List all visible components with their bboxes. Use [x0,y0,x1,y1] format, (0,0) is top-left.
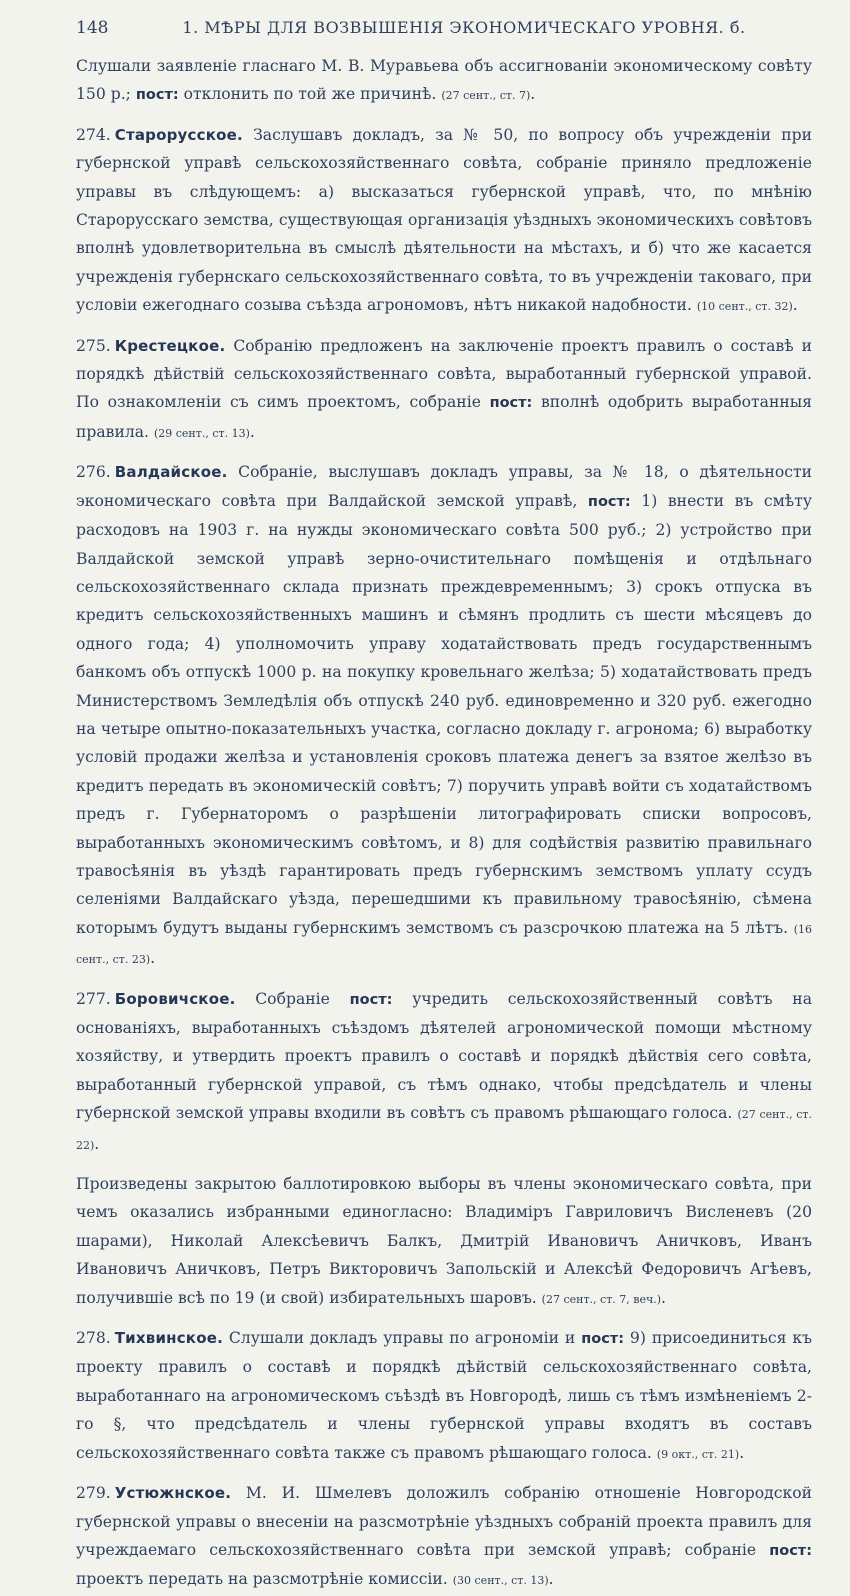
punct: . [94,1134,100,1153]
paragraph-number: 274. [76,125,111,144]
paragraph-number: 277. [76,989,111,1008]
session-reference: (27 сент., ст. 7, веч.) [541,1292,662,1306]
ruling-label: пост: [587,493,631,510]
text: М. И. Шмелевъ доложилъ собранію отношеніе Новгородской губернской управы о внесеніи на разсмотрѣніе уѣздныхъ собраній проекта правилъ для учреждаемаго сельскохозяйственнаго совѣта при земской управѣ; собраніе [76,1484,812,1559]
punct: . [530,85,536,104]
punct: . [661,1288,666,1307]
paragraph-muravyev [76,52,812,111]
session-reference: (27 сент., ст. 7) [441,89,531,103]
paragraph-number: 279. [76,1484,111,1503]
text: 1) внести въ смѣту расходовъ на 1903 г. на нужды экономическаго совѣта 500 руб.; 2) устройство при Валдайской земской управѣ зерно-очистительнаго помѣщенія и отдѣльнаго сельскохозяйственнаго склада признать преждевременнымъ; 3) срокъ отпуска въ кредитъ сельскохозяйственныхъ машинъ и сѣмянъ продлить съ шести мѣсяцевъ до одного года; 4) уполномочить управу ходатайствовать предъ государственнымъ банкомъ объ отпускѣ 1000 р. на покупку кровельнаго желѣза; 5) ходатайствовать предъ Министерствомъ Земледѣлія объ отпускѣ 240 руб. единовременно и 320 руб. ежегодно на четыре опытно-показательныхъ участка, согласно докладу г. агронома; 6) выработку условій продажи желѣза и установленія сроковъ платежа денегъ за взятое желѣзо въ кредитъ передать въ экономическій совѣтъ; 7) поручить управѣ войти съ ходатайствомъ предъ г. Губернаторомъ о разрѣшеніи литографировать списки вопросовъ, выработанныхъ экономическимъ совѣтомъ, и 8) для содѣйствія развитію правильнаго травосѣянія въ уѣздѣ гарантировать предъ губернскимъ земствомъ уплату ссудъ селеніями Валдайскаго уѣзда, перешедшими къ правильному травосѣянію, сѣмена которымъ будутъ выданы губернскимъ земствомъ съ разсрочкою платежа на 5 лѣтъ. [76,491,812,937]
paragraph-277 [76,985,812,1160]
text: учредить сельскохозяйственный совѣтъ на основаніяхъ, выработанныхъ съѣздомъ дѣятелей агрономической помощи мѣстному хозяйству, и утвердить проектъ правилъ о составѣ и порядкѣ дѣйствія сего совѣта, выработанный губернской управой, съ тѣмъ однако, чтобы предсѣдатель и члены губернской земской управы входили въ совѣтъ съ правомъ рѣшающаго голоса. [76,989,813,1123]
text: Собранію предложенъ на заключеніе проектъ правилъ о составѣ и порядкѣ дѣйствій сельскохозяйственнаго совѣта, выработанный губернской управой. По ознакомленіи съ симъ проектомъ, собраніе [76,336,812,412]
district-name: Тихвинское. [114,1329,223,1348]
session-reference: (27 сент., ст. 22) [76,1108,812,1152]
punct: . [249,422,255,441]
session-reference: (30 сент., ст. 13) [452,1574,549,1588]
ruling-label: пост: [581,1331,625,1348]
text: Заслушавъ докладъ, за № 50, по вопросу объ учрежденіи при губернской управѣ сельскохозяйственнаго совѣта, собраніе приняло предложеніе управы въ слѣдующемъ: а) высказаться губернской управѣ, что, по мнѣнію Старорусскаго земства, существующая организація уѣздныхъ экономическихъ совѣтовъ вполнѣ удовлетворительна въ смыслѣ дѣятельности на мѣстахъ, и б) что же касается учрежденія губернскаго сельскохозяйственнаго совѣта, то въ учрежденіи таковаго, при условіи ежегоднаго созыва съѣзда агрономовъ, нѣтъ никакой надобности. [76,125,812,315]
session-reference: (16 сент., ст. 23) [76,922,812,967]
paragraph-277-elections [76,1170,812,1314]
session-reference: (9 окт., ст. 21) [656,1447,740,1461]
paragraph-275 [76,332,812,449]
text: проектъ передать на разсмотрѣніе комиссіи. [76,1570,453,1589]
paragraph-278 [76,1324,812,1469]
page-number: 148 [76,18,109,38]
ruling-label: пост: [349,991,393,1008]
text: 9) присоединиться къ проекту правилъ о составѣ и порядкѣ дѣйствій сельскохозяйственнаго совѣта, выработаннаго на агрономическомъ съѣздѣ въ Новгородѣ, лишь съ тѣмъ измѣненіемъ 2-го §, что предсѣдатель и члены губернской управы входятъ въ составъ сельскохозяйственнаго совѣта также съ правомъ рѣшающаго голоса. [76,1329,812,1462]
punct: . [548,1570,554,1589]
ruling-label: пост: [769,1542,812,1559]
section-title: 1. МѢРЫ ДЛЯ ВОЗВЫШЕНІЯ ЭКОНОМИЧЕСКАГО УРОВНЯ. б. [182,18,746,37]
district-name: Крестецкое. [114,336,226,355]
district-name: Боровичское. [114,989,236,1008]
paragraph-274 [76,121,812,322]
paragraph-276 [76,458,812,974]
document-body [76,52,812,1596]
district-name: Валдайское. [114,463,228,482]
text: Собраніе, выслушавъ докладъ управы, за № 18, о дѣятельности экономическаго совѣта при Валдайской земской управѣ, [76,463,812,510]
paragraph-279 [76,1479,812,1596]
text: отклонить по той же причинѣ. [178,85,442,104]
paragraph-number: 278. [76,1329,111,1348]
punct: . [792,296,798,315]
punct: . [739,1443,745,1462]
district-name: Старорусское. [114,125,243,144]
text: Собраніе [235,989,350,1008]
paragraph-number: 276. [76,463,111,482]
running-header [76,18,812,44]
text: вполнѣ одобрить выработанныя правила. [76,393,812,441]
session-reference: (29 сент., ст. 13) [153,426,250,440]
text: Слушали докладъ управы по агрономіи и [222,1329,582,1348]
paragraph-number: 275. [76,336,111,355]
district-name: Устюжнское. [114,1484,232,1503]
session-reference: (10 сент., ст. 32) [696,300,793,314]
ruling-label: пост: [135,87,179,104]
ruling-label: пост: [489,395,533,412]
punct: . [150,949,156,968]
text: Слушали заявленіе гласнаго М. В. Муравьева объ ассигнованіи экономическому совѣту 150 р.; [76,57,812,104]
text: Произведены закрытою баллотировкою выборы въ члены экономическаго совѣта, при чемъ оказались избранными единогласно: Владиміръ Гавриловичъ Висленевъ (20 шарами), Николай Алексѣевичъ Балкъ, Дмитрій Ивановичъ Аничковъ, Иванъ Ивановичъ Аничковъ, Петръ Викторовичъ Запольскій и Алексѣй Федоровичъ Агѣевъ, получившіе всѣ по 19 (и свой) избирательныхъ шаровъ. [76,1175,812,1307]
